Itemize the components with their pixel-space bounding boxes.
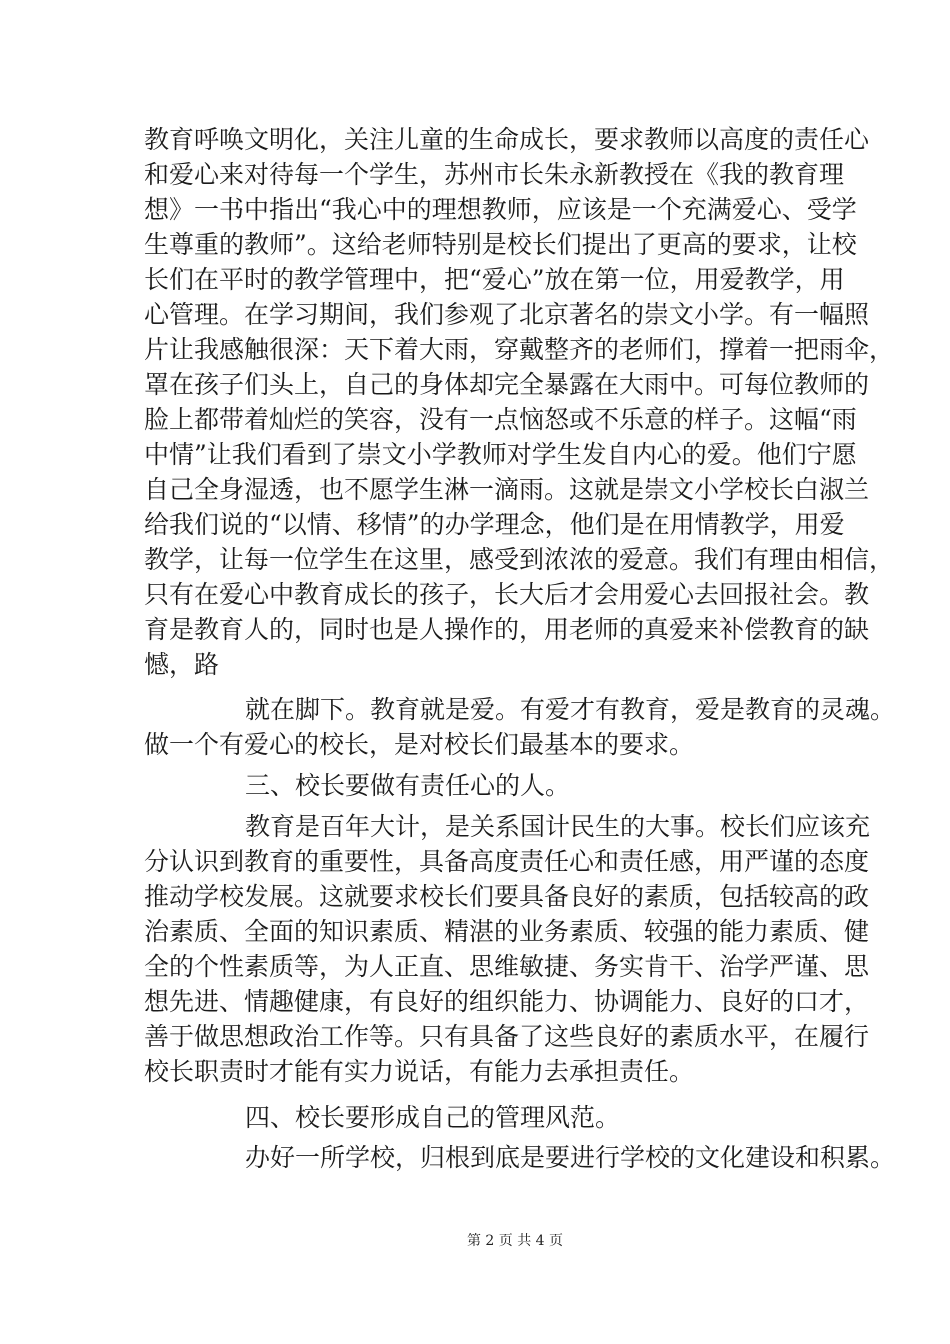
section-heading: 三、校长要做有责任心的人。	[245, 771, 571, 800]
text-line: 校长职责时才能有实力说话，有能力去承担责任。	[144, 1057, 695, 1086]
text-line: 治素质、全面的知识素质、精湛的业务素质、较强的能力素质、健	[144, 917, 870, 946]
section-heading: 四、校长要形成自己的管理风范。	[245, 1103, 621, 1132]
text-line: 只有在爱心中教育成长的孩子，长大后才会用爱心去回报社会。教	[144, 580, 870, 609]
text-line: 善于做思想政治工作等。只有具备了这些良好的素质水平，在履行	[144, 1022, 870, 1051]
text-line: 全的个性素质等，为人正直、思维敏捷、务实肯干、治学严谨、思	[144, 952, 870, 981]
text-line: 办好一所学校，归根到底是要进行学校的文化建设和积累。	[245, 1143, 896, 1172]
text-line: 分认识到教育的重要性，具备高度责任心和责任感，用严谨的态度	[144, 847, 870, 876]
text-line: 自己全身湿透，也不愿学生淋一滴雨。这就是崇文小学校长白淑兰	[144, 475, 870, 504]
text-line: 做一个有爱心的校长，是对校长们最基本的要求。	[144, 730, 695, 759]
text-line: 教育是百年大计，是关系国计民生的大事。校长们应该充	[245, 812, 871, 841]
text-line: 推动学校发展。这就要求校长们要具备良好的素质，包括较高的政	[144, 882, 870, 911]
text-line: 就在脚下。教育就是爱。有爱才有教育，爱是教育的灵魂。	[245, 695, 896, 724]
text-line: 心管理。在学习期间，我们参观了北京著名的崇文小学。有一幅照	[144, 300, 870, 329]
text-line: 想先进、情趣健康，有良好的组织能力、协调能力、良好的口才，	[144, 987, 870, 1016]
text-line: 教学，让每一位学生在这里，感受到浓浓的爱意。我们有理由相信，	[144, 545, 895, 574]
text-line: 和爱心来对待每一个学生，苏州市长朱永新教授在《我的教育理	[144, 160, 845, 189]
text-line: 长们在平时的教学管理中，把“爱心”放在第一位，用爱教学，用	[144, 265, 845, 294]
text-line: 想》一书中指出“我心中的理想教师，应该是一个充满爱心、受学	[144, 195, 857, 224]
text-line: 憾，路	[144, 650, 220, 679]
text-line: 中情”让我们看到了崇文小学教师对学生发自内心的爱。他们宁愿	[144, 440, 857, 469]
text-line: 育是教育人的，同时也是人操作的，用老师的真爱来补偿教育的缺	[144, 615, 870, 644]
text-line: 生尊重的教师”。这给老师特别是校长们提出了更高的要求，让校	[144, 230, 857, 259]
text-line: 脸上都带着灿烂的笑容，没有一点恼怒或不乐意的样子。这幅“雨	[144, 405, 857, 434]
text-line: 片让我感触很深：天下着大雨，穿戴整齐的老师们，撑着一把雨伞，	[144, 335, 895, 364]
text-line: 教育呼唤文明化，关注儿童的生命成长，要求教师以高度的责任心	[144, 125, 870, 154]
text-line: 罩在孩子们头上，自己的身体却完全暴露在大雨中。可每位教师的	[144, 370, 870, 399]
page-number: 第 2 页 共 4 页	[466, 1233, 564, 1249]
text-line: 给我们说的“以情、移情”的办学理念，他们是在用情教学，用爱	[144, 510, 845, 539]
